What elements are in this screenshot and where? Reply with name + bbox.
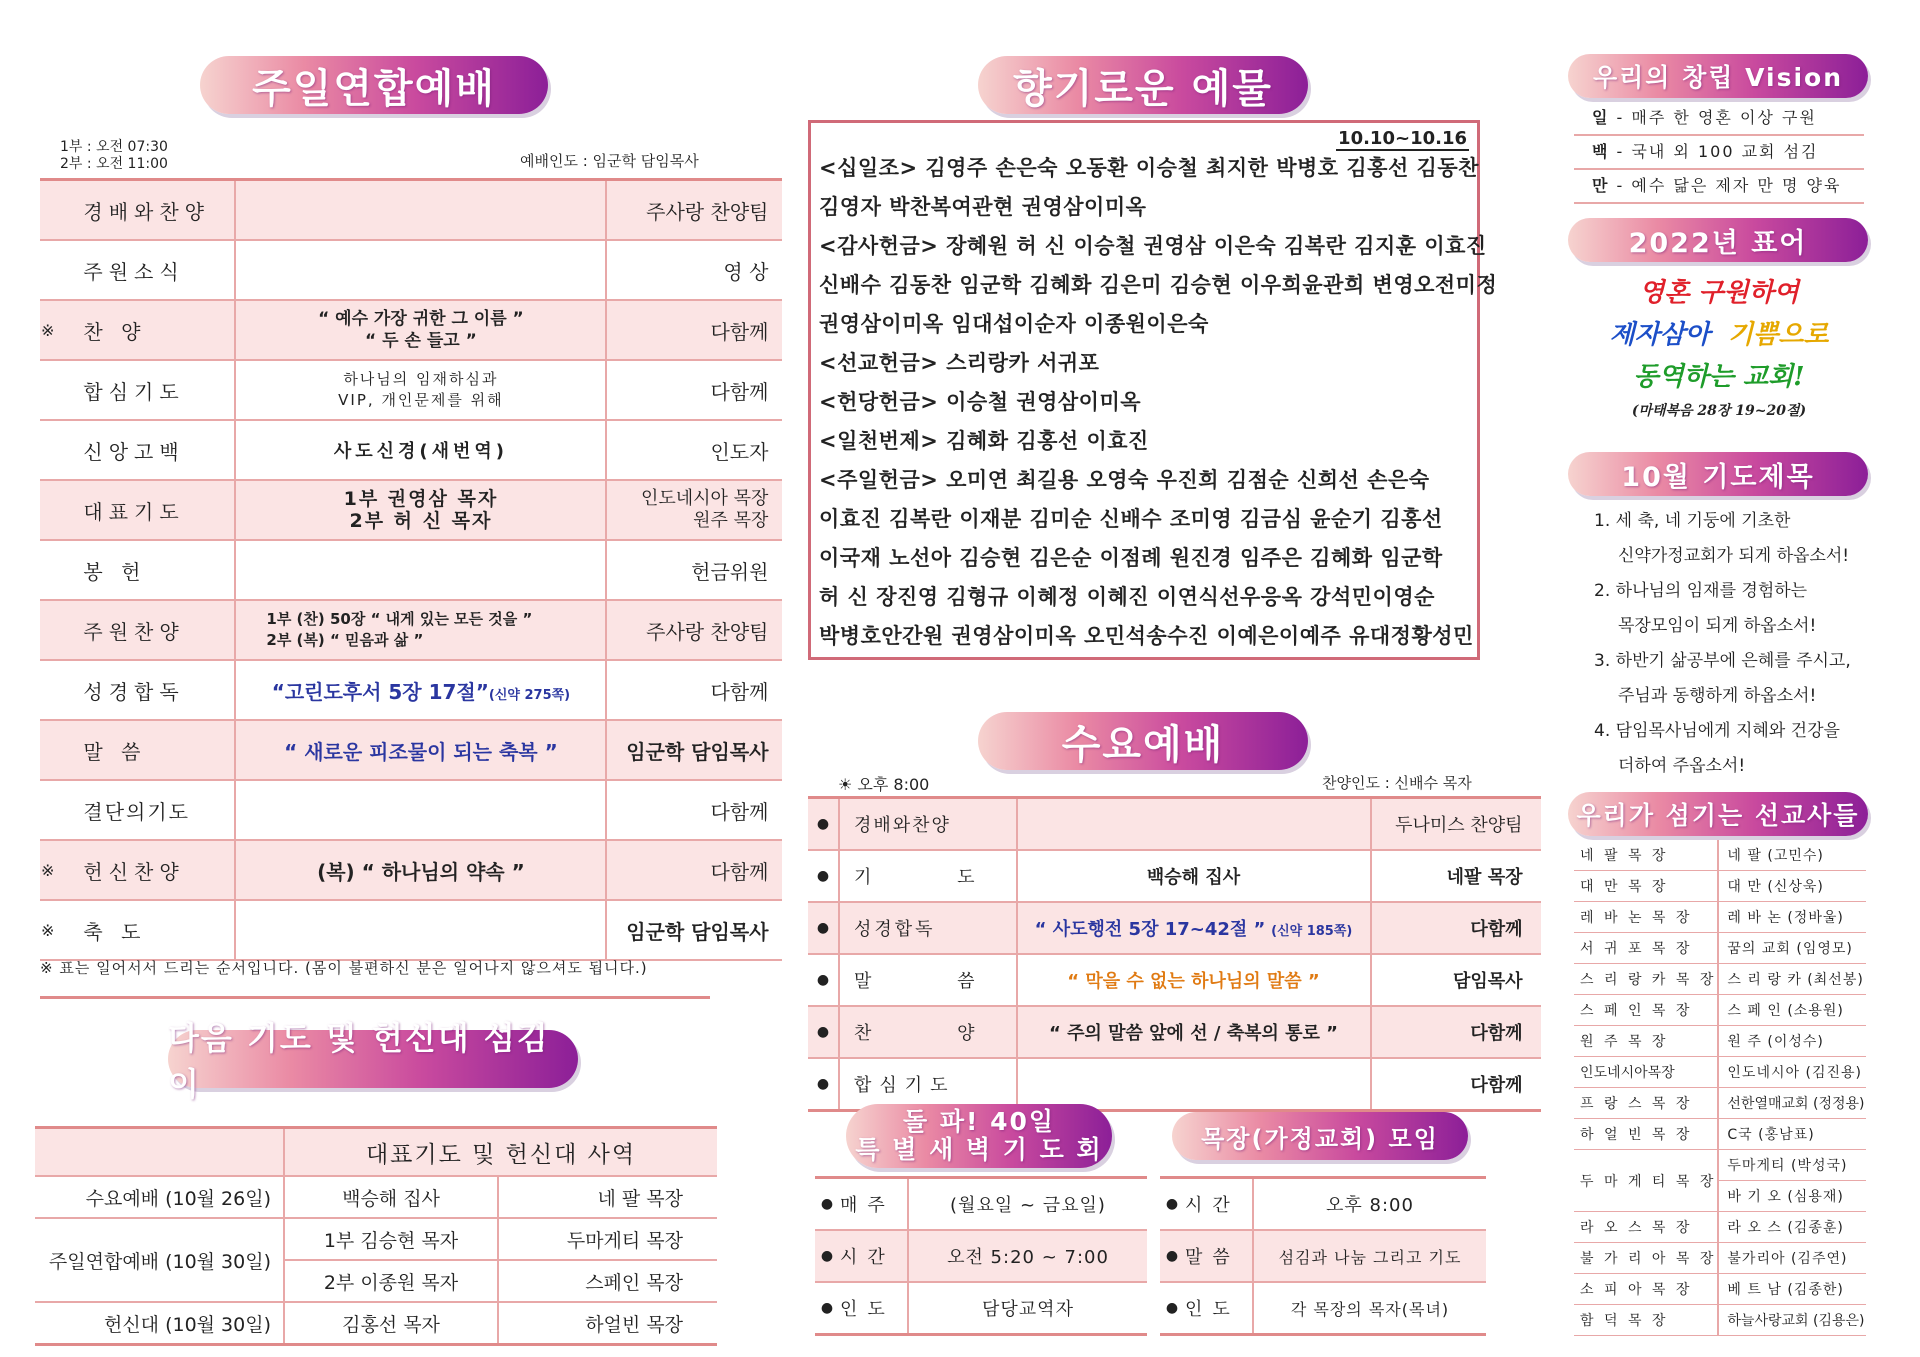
order-lead: 다함께 [606, 840, 782, 900]
wed-lead: 다함께 [1371, 1006, 1541, 1058]
missionary-name: 인도네시아 (김진용) [1718, 1057, 1865, 1088]
time-first: 1부 : 오전 07:30 [60, 139, 168, 155]
order-content [235, 600, 606, 660]
wed-lead: 담임목사 [1371, 954, 1541, 1006]
stand-mark [40, 240, 55, 300]
wed-name: 찬 양 [839, 1006, 1017, 1058]
offering-line: 허 신 장진영 김형규 이혜정 이혜진 이연식선우응옥 강석민이영순 [819, 585, 1435, 609]
sunday-times [60, 139, 168, 173]
wed-name: 말 씀 [839, 954, 1017, 1006]
wed-content [1017, 1058, 1371, 1111]
missionary-name: 원 주 (이성수) [1718, 1026, 1865, 1057]
rep-prayer-line: 1부 권영삼 목자 [343, 488, 499, 510]
missionary-row [1574, 1212, 1866, 1243]
order-name: 합심기도 [55, 360, 235, 420]
sunday-title: 주일연합예배 [200, 56, 548, 114]
missionary-name: 선한열매교회 (정정용) [1718, 1088, 1865, 1119]
offering-line: <주일헌금> 오미연 최길용 오영숙 우진희 김점순 신희선 손은숙 [819, 468, 1430, 492]
order-lead: 임군학 담임목사 [606, 720, 782, 780]
order-name: 찬 양 [55, 300, 235, 360]
wed-lead: 다함께 [1371, 902, 1541, 954]
missionary-row [1574, 871, 1866, 902]
vision-item: 백 - 국내 외 100 교회 섬김 [1574, 136, 1864, 170]
order-lead [606, 480, 782, 540]
order-lead: 다함께 [606, 360, 782, 420]
missionary-row [1574, 902, 1866, 933]
order-content [235, 300, 606, 360]
next-event: 주일연합예배 (10월 30일) [35, 1218, 284, 1302]
wed-row [808, 1006, 1541, 1058]
dawn-value: 오전 5:20 ~ 7:00 [908, 1230, 1147, 1282]
wed-lead: 두나미스 찬양팀 [1371, 799, 1541, 850]
missionary-group: 스 페 인 목 장 [1574, 995, 1718, 1026]
motto-reference: (마태복음 28장 19~20절) [1631, 403, 1807, 419]
wed-name: 합심기도 [839, 1058, 1017, 1111]
prayer-line: VIP, 개인문제를 위해 [338, 391, 504, 409]
order-content [235, 240, 606, 300]
motto-box [1574, 272, 1864, 424]
dawn-title-line: 특 별 새 벽 기 도 회 [855, 1135, 1103, 1164]
sermon-title: “ 막을 수 없는 하나님의 말씀 ” [1017, 954, 1371, 1006]
missionary-name: 꿈의 교회 (임영모) [1718, 933, 1865, 964]
prayer-item: 4. 담임목사님에게 지혜와 건강을 더하여 주옵소서! [1594, 721, 1840, 776]
bullet-icon: ● [808, 1058, 839, 1111]
next-row [35, 1218, 717, 1260]
cell-row [1160, 1282, 1486, 1335]
order-content [235, 660, 606, 720]
order-row [40, 720, 782, 780]
wed-content [1017, 799, 1371, 850]
missionary-name: 두마게티 (박성국) [1718, 1150, 1865, 1181]
motto-title: 2022년 표어 [1568, 218, 1868, 262]
dawn-title [846, 1104, 1112, 1168]
order-name: 주원찬양 [55, 600, 235, 660]
missionary-row [1574, 1243, 1866, 1274]
missionary-group: 서 귀 포 목 장 [1574, 933, 1718, 964]
wednesday-title: 수요예배 [978, 712, 1308, 770]
wed-row [808, 799, 1541, 850]
wed-name: 기 도 [839, 850, 1017, 902]
song-line: 1부 (찬) 50장 “ 내게 있는 모든 것을 ” [266, 610, 533, 628]
offering-line: <감사헌금> 장혜원 허 신 이승철 권영삼 이은숙 김복란 김지훈 이효진 [819, 234, 1487, 258]
stand-note: ※ 표는 일어서서 드리는 순서입니다. (몸이 불편하신 분은 일어나지 않으셔도 됩니다.) [40, 940, 710, 999]
missionary-name: 대 만 (신상욱) [1718, 871, 1865, 902]
dawn-title-line: 돌 파! 40일 [902, 1107, 1056, 1136]
cell-value: 오후 8:00 [1253, 1179, 1486, 1230]
missionary-group: 소 피 아 목 장 [1574, 1274, 1718, 1305]
prayer-item: 3. 하반기 삶공부에 은혜를 주시고, 주님과 동행하게 하옵소서! [1594, 651, 1851, 706]
order-name: 주원소식 [55, 240, 235, 300]
order-row [40, 480, 782, 540]
offering-box [808, 120, 1498, 660]
stand-mark [40, 780, 55, 840]
stand-mark: ※ [40, 900, 55, 960]
next-person: 2부 이종원 목자 [284, 1260, 498, 1302]
missionary-name: 라 오 스 (김종훈) [1718, 1212, 1865, 1243]
cell-label: 시간 [1184, 1179, 1253, 1230]
order-row [40, 300, 782, 360]
missionary-group: 함 덕 목 장 [1574, 1305, 1718, 1336]
next-person: 백승해 집사 [284, 1176, 498, 1218]
missionary-group: 프 랑 스 목 장 [1574, 1088, 1718, 1119]
cell-value: 섬김과 나눔 그리고 기도 [1253, 1230, 1486, 1282]
bullet-icon: ● [815, 1282, 839, 1335]
missionary-name: 스 리 랑 카 (최선봉) [1718, 964, 1865, 995]
dawn-table [815, 1176, 1147, 1336]
wed-content: “ 주의 말씀 앞에 선 / 축복의 통로 ” [1017, 1006, 1371, 1058]
offering-line: 이국재 노선아 김승현 김은순 이점례 원진경 임주은 김혜화 임군학 [819, 546, 1443, 570]
order-lead: 다함께 [606, 300, 782, 360]
order-name: 말 씀 [55, 720, 235, 780]
wednesday-leader: 찬양인도 : 신배수 목자 [1322, 774, 1472, 792]
missionary-name: C국 (홍남표) [1718, 1119, 1865, 1150]
dawn-value: 담당교역자 [908, 1282, 1147, 1335]
missionaries-title: 우리가 섬기는 선교사들 [1568, 792, 1868, 836]
offering-line: 박병호안간원 권영삼이미옥 오민석송수진 이예은이예주 유대정황성민 [819, 624, 1474, 648]
hymn-line: “ 예수 가장 귀한 그 이름 ” [318, 309, 524, 329]
hymn-line: “ 두 손 들고 ” [365, 331, 477, 351]
offering-title: 향기로운 예물 [978, 56, 1308, 114]
song-line: 2부 (복) “ 믿음과 삶 ” [266, 631, 424, 649]
wednesday-time: ☀ 오후 8:00 [838, 775, 930, 794]
cell-row [1160, 1179, 1486, 1230]
next-row [35, 1176, 717, 1218]
wed-name: 성경합독 [839, 902, 1017, 954]
stand-mark [40, 540, 55, 600]
order-name: 신앙고백 [55, 420, 235, 480]
bullet-icon: ● [808, 902, 839, 954]
scripture-ref: “고린도후서 5장 17절” [271, 679, 489, 704]
order-name: 대표기도 [55, 480, 235, 540]
cell-row [1160, 1230, 1486, 1282]
stand-mark: ※ [40, 300, 55, 360]
missionary-row [1574, 1088, 1866, 1119]
missionary-group: 두 마 게 티 목 장 [1574, 1150, 1718, 1212]
bullet-icon: ● [808, 1006, 839, 1058]
stand-mark [40, 480, 55, 540]
stand-mark [40, 720, 55, 780]
wed-row [808, 1058, 1541, 1111]
sunday-leader: 예배인도 : 임군학 담임목사 [520, 152, 699, 170]
dawn-row [815, 1282, 1147, 1335]
missionary-group: 스 리 랑 카 목 장 [1574, 964, 1718, 995]
dawn-value: (월요일 ~ 금요일) [908, 1179, 1147, 1230]
vision-item: 만 - 예수 닮은 제자 만 명 양육 [1574, 170, 1864, 204]
bullet-icon: ● [808, 799, 839, 850]
missionary-name: 불가리아 (김주연) [1718, 1243, 1865, 1274]
next-table [35, 1126, 717, 1346]
vision-title: 우리의 창립 Vision [1568, 54, 1868, 98]
order-row [40, 181, 782, 240]
order-row [40, 780, 782, 840]
order-name: 축 도 [55, 900, 235, 960]
missionary-row [1574, 964, 1866, 995]
dawn-label: 인도 [839, 1282, 908, 1335]
order-row [40, 840, 782, 900]
offering-line: <헌당헌금> 이승철 권영삼이미옥 [819, 390, 1142, 414]
stand-mark [40, 600, 55, 660]
wed-row [808, 902, 1541, 954]
missionary-row [1574, 995, 1866, 1026]
sunday-order-table [40, 178, 782, 961]
next-person: 김홍선 목자 [284, 1302, 498, 1345]
offering-date: 10.10~10.16 [1338, 128, 1467, 149]
next-row [35, 1302, 717, 1345]
missionary-name: 바 기 오 (심용재) [1718, 1181, 1865, 1212]
vision-list [1574, 102, 1864, 204]
missionary-row [1574, 933, 1866, 964]
missionary-row [1574, 1150, 1866, 1181]
missionary-group: 하 얼 빈 목 장 [1574, 1119, 1718, 1150]
next-event: 헌신대 (10월 30일) [35, 1302, 284, 1345]
bullet-icon: ● [815, 1179, 839, 1230]
bullet-icon: ● [1160, 1230, 1184, 1282]
scripture-page: (신약 185쪽) [1271, 924, 1353, 939]
lead-line: 원주 목장 [693, 510, 769, 531]
offering-line: 신배수 김동찬 임군학 김혜화 김은미 김승현 이우희윤관희 변영오전미정 [819, 273, 1498, 297]
missionaries-table [1574, 840, 1864, 1336]
order-lead: 임군학 담임목사 [606, 900, 782, 960]
order-name: 결단의기도 [55, 780, 235, 840]
missionary-name: 네 팔 (고민수) [1718, 840, 1865, 871]
sermon-title: “ 새로운 피조물이 되는 축복 ” [235, 720, 606, 780]
next-group: 하얼빈 목장 [498, 1302, 717, 1345]
order-content [235, 780, 606, 840]
dawn-row [815, 1230, 1147, 1282]
missionary-row [1574, 1057, 1866, 1088]
offering-line: 김영자 박찬복여관현 권영삼이미옥 [819, 195, 1147, 219]
offering-line: <선교헌금> 스리랑카 서귀포 [819, 351, 1100, 375]
stand-mark [40, 660, 55, 720]
missionary-group: 라 오 스 목 장 [1574, 1212, 1718, 1243]
wed-content [1017, 902, 1371, 954]
order-row [40, 240, 782, 300]
offering-line: 이효진 김복란 이재분 김미순 신배수 조미영 김금심 윤순기 김홍선 [819, 507, 1443, 531]
order-row [40, 600, 782, 660]
stand-mark [40, 420, 55, 480]
order-content [235, 540, 606, 600]
next-header-row [35, 1128, 717, 1177]
missionary-group: 레 바 논 목 장 [1574, 902, 1718, 933]
bullet-icon: ● [808, 954, 839, 1006]
cell-label: 인도 [1184, 1282, 1253, 1335]
missionary-group: 불 가 리 아 목 장 [1574, 1243, 1718, 1274]
missionary-group: 인도네시아목장 [1574, 1057, 1718, 1088]
missionary-name: 레 바 논 (정바울) [1718, 902, 1865, 933]
offering-line: <일천번제> 김혜화 김홍선 이효진 [819, 429, 1149, 453]
missionary-name: 하늘사랑교회 (김용은) [1718, 1305, 1865, 1336]
missionary-group: 대 만 목 장 [1574, 871, 1718, 902]
bullet-icon: ● [815, 1230, 839, 1282]
order-content [235, 480, 606, 540]
order-content [235, 181, 606, 240]
next-event: 수요예배 (10월 26일) [35, 1176, 284, 1218]
stand-mark: ※ [40, 840, 55, 900]
wed-row [808, 954, 1541, 1006]
prayer-item: 2. 하나님의 임재를 경험하는 목장모임이 되게 하옵소서! [1594, 581, 1817, 636]
missionary-row [1574, 1119, 1866, 1150]
missionary-group: 원 주 목 장 [1574, 1026, 1718, 1057]
bullet-icon: ● [1160, 1282, 1184, 1335]
wed-lead: 다함께 [1371, 1058, 1541, 1111]
missionary-row [1574, 1274, 1866, 1305]
missionary-row [1574, 1026, 1866, 1057]
order-lead: 다함께 [606, 660, 782, 720]
order-content [235, 360, 606, 420]
missionary-row [1574, 1305, 1866, 1336]
order-name: 헌신찬양 [55, 840, 235, 900]
stand-mark [40, 181, 55, 240]
order-lead: 헌금위원 [606, 540, 782, 600]
dawn-row [815, 1179, 1147, 1230]
offering-line: <십일조> 김영주 손은숙 오동환 이승철 최지한 박병호 김홍선 김동찬 [819, 156, 1479, 180]
wed-lead: 네팔 목장 [1371, 850, 1541, 902]
missionary-group: 네 팔 목 장 [1574, 840, 1718, 871]
wed-name: 경배와찬양 [839, 799, 1017, 850]
prayer-list [1594, 504, 1870, 784]
time-second: 2부 : 오전 11:00 [60, 156, 168, 172]
lead-line: 인도네시아 목장 [640, 488, 769, 509]
missionary-name: 베 트 남 (김종한) [1718, 1274, 1865, 1305]
cell-label: 말씀 [1184, 1230, 1253, 1282]
wed-row [808, 850, 1541, 902]
stand-mark [40, 360, 55, 420]
order-name: 성경합독 [55, 660, 235, 720]
missionary-name: 스 페 인 (소용원) [1718, 995, 1865, 1026]
order-row [40, 360, 782, 420]
missionary-row [1574, 840, 1866, 871]
cell-table [1160, 1176, 1486, 1336]
order-lead: 영 상 [606, 240, 782, 300]
motto-line: 동역하는 교회! [1633, 362, 1805, 392]
next-group: 스페인 목장 [498, 1260, 717, 1302]
order-name: 경배와찬양 [55, 181, 235, 240]
dawn-label: 매주 [839, 1179, 908, 1230]
vision-item: 일 - 매주 한 영혼 이상 구원 [1574, 102, 1864, 136]
scripture-page: (신약 275쪽) [488, 687, 571, 703]
next-header: 대표기도 및 헌신대 사역 [284, 1128, 717, 1177]
wed-content: 백승해 집사 [1017, 850, 1371, 902]
order-content: 사도신경(새번역) [235, 420, 606, 480]
order-lead: 주사랑 찬양팀 [606, 181, 782, 240]
wednesday-table [808, 796, 1541, 1112]
cell-value: 각 목장의 목자(목녀) [1253, 1282, 1486, 1335]
order-row [40, 540, 782, 600]
order-lead: 인도자 [606, 420, 782, 480]
next-title: 다음 기도 및 헌신대 섬김이 [168, 1030, 578, 1088]
order-row [40, 420, 782, 480]
bullet-icon: ● [808, 850, 839, 902]
motto-line: 영혼 구원하여 [1639, 278, 1799, 308]
order-content: (복) “ 하나님의 약속 ” [235, 840, 606, 900]
order-lead: 다함께 [606, 780, 782, 840]
bullet-icon: ● [1160, 1179, 1184, 1230]
order-lead: 주사랑 찬양팀 [606, 600, 782, 660]
next-person: 1부 김승현 목자 [284, 1218, 498, 1260]
prayer-line: 하나님의 임재하심과 [343, 370, 499, 388]
order-name: 봉 헌 [55, 540, 235, 600]
next-group: 두마게티 목장 [498, 1218, 717, 1260]
prayer-title: 10월 기도제목 [1568, 452, 1868, 496]
prayer-item: 1. 세 축, 네 기둥에 기초한 신약가정교회가 되게 하옵소서! [1594, 511, 1850, 566]
motto-line: 제자삼아 기쁨으로 [1609, 320, 1829, 350]
rep-prayer-line: 2부 허 신 목자 [349, 510, 493, 532]
dawn-label: 시간 [839, 1230, 908, 1282]
offering-line: 권영삼이미옥 임대섭이순자 이종원이은숙 [819, 312, 1209, 336]
order-row [40, 660, 782, 720]
next-group: 네 팔 목장 [498, 1176, 717, 1218]
cell-title: 목장(가정교회) 모임 [1172, 1112, 1468, 1160]
scripture-ref: “ 사도행전 5장 17~42절 ” [1034, 919, 1266, 940]
